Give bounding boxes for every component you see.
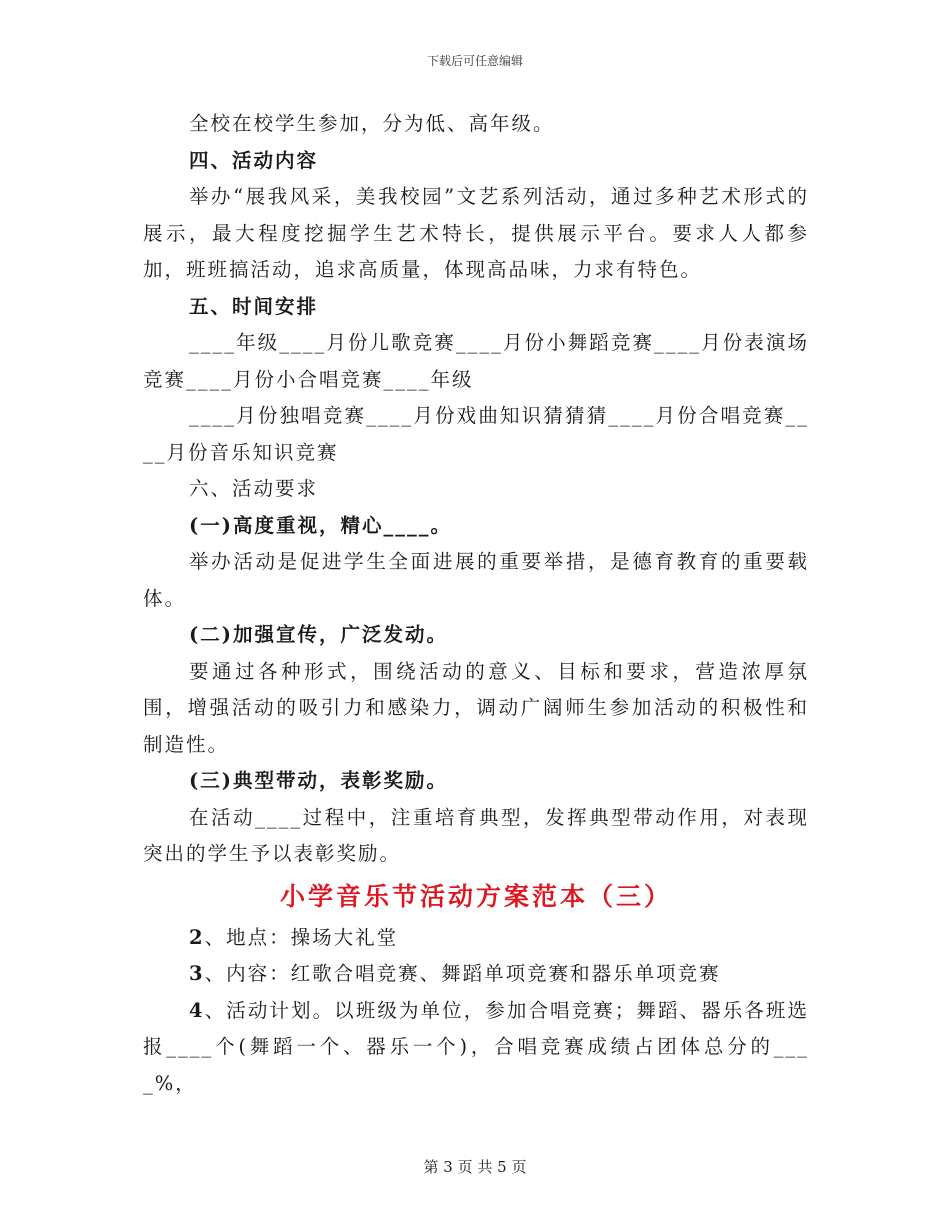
subsection-heading: (三)典型带动，表彰奖励。 (189, 769, 448, 792)
page-header: 下载后可任意编辑 (426, 54, 523, 68)
item-number: 3 (189, 962, 205, 985)
item-text: 、活动计划。以班级为单位，参加合唱竞赛；舞蹈、器乐各班选报____个(舞蹈一个、器乐一个)，合唱竞赛成绩占团体总分的____%， (143, 998, 809, 1095)
item-number: 4 (189, 998, 205, 1022)
section-heading: 六、活动要求 (189, 477, 319, 500)
paragraph: 全校在校学生参加，分为低、高年级。 (189, 112, 555, 135)
item-number: 2 (189, 925, 205, 949)
document-body (143, 106, 809, 1102)
list-item (143, 956, 809, 993)
item-text: 、内容：红歌合唱竞赛、舞蹈单项竞赛和器乐单项竞赛 (204, 962, 721, 985)
item-text: 、地点：操场大礼堂 (204, 925, 399, 949)
section-title: 小学音乐节活动方案范本（三） (279, 881, 672, 911)
paragraph: 举办活动是促进学生全面进展的重要举措，是德育教育的重要载体。 (143, 550, 809, 610)
page-footer: 第 3 页 共 5 页 (423, 1158, 527, 1176)
paragraph: 在活动____过程中，注重培育典型，发挥典型带动作用，对表现突出的学生予以表彰奖励。 (143, 805, 809, 865)
paragraph: ____月份独唱竞赛____月份戏曲知识猜猜猜____月份合唱竞赛____月份音乐知识竞赛 (143, 404, 809, 464)
list-item (143, 993, 809, 1103)
paragraph: 要通过各种形式，围绕活动的意义、目标和要求，营造浓厚氛围，增强活动的吸引力和感染力，调动广阔师生参加活动的积极性和制造性。 (143, 659, 809, 756)
subsection-heading: (二)加强宣传，广泛发动。 (189, 623, 448, 646)
subsection-heading: (一)高度重视，精心____。 (189, 513, 452, 537)
paragraph: 举办“展我风采，美我校园”文艺系列活动，通过多种艺术形式的展示，最大程度挖掘学生艺术特长，提供展示平台。要求人人都参加，班班搞活动，追求高质量，体现高品味，力求有特色。 (143, 185, 809, 281)
paragraph: ____年级____月份儿歌竞赛____月份小舞蹈竞赛____月份表演场竞赛____月份小合唱竞赛____年级 (143, 331, 809, 391)
section-heading: 四、活动内容 (189, 148, 319, 172)
section-heading: 五、时间安排 (189, 294, 319, 318)
list-item (143, 920, 809, 957)
